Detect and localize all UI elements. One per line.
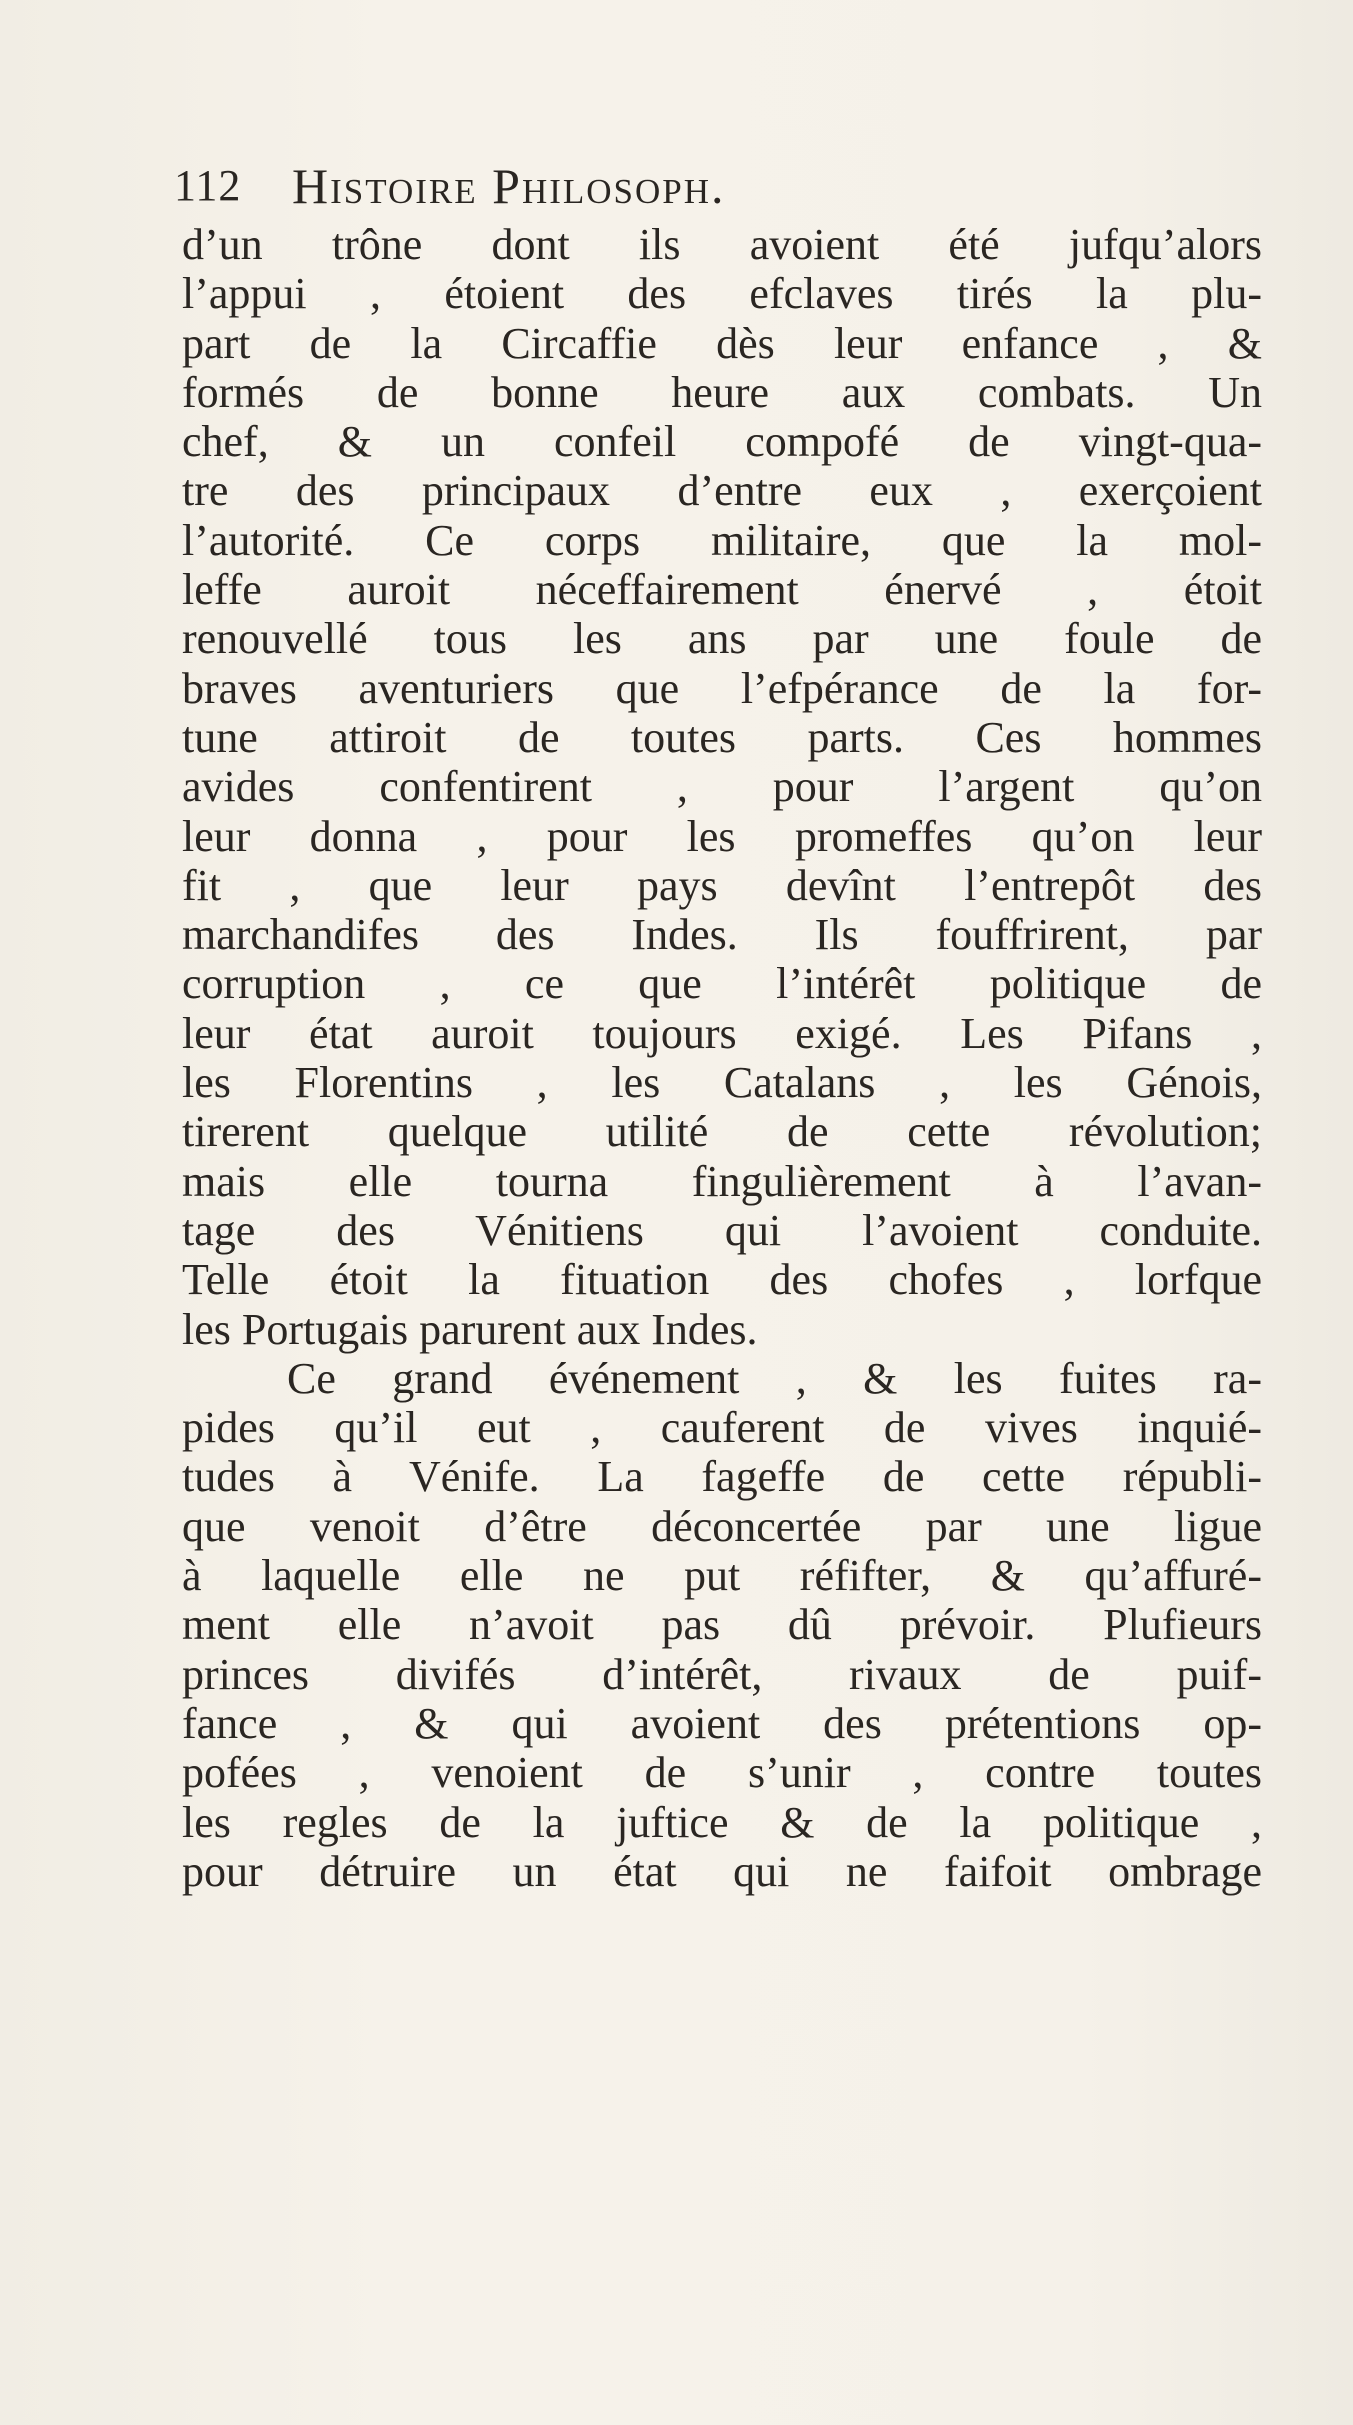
text-line: les regles de la juftice & de la politique , — [182, 1797, 1262, 1847]
text-line: Ce grand événement , & les fuites ra- — [287, 1353, 1262, 1403]
text-line: part de la Circaffie dès leur enfance , & — [182, 318, 1262, 368]
text-line: Telle étoit la fituation des chofes , lorfque — [182, 1255, 1262, 1305]
text-line: chef, & un confeil compofé de vingt-qua- — [182, 417, 1262, 467]
text-line: renouvellé tous les ans par une foule de — [182, 614, 1262, 664]
text-line: fit , que leur pays devînt l’entrepôt des — [182, 860, 1262, 910]
text-line: à laquelle elle ne put réfifter, & qu’affuré- — [182, 1551, 1262, 1601]
text-line: tudes à Vénife. La fageffe de cette républi- — [182, 1452, 1262, 1502]
text-line: princes divifés d’intérêt, rivaux de puif- — [182, 1649, 1262, 1699]
text-line: formés de bonne heure aux combats. Un — [182, 367, 1262, 417]
text-line: corruption , ce que l’intérêt politique de — [182, 959, 1262, 1009]
text-line: l’appui , étoient des efclaves tirés la plu- — [182, 269, 1262, 319]
text-line: d’un trône dont ils avoient été jufqu’alors — [182, 220, 1262, 269]
running-title: Histoire Philosoph. — [292, 158, 726, 214]
text-line: ment elle n’avoit pas dû prévoir. Plufieurs — [182, 1600, 1262, 1650]
text-line: tirerent quelque utilité de cette révolution; — [182, 1107, 1262, 1157]
text-line: l’autorité. Ce corps militaire, que la mol- — [182, 515, 1262, 565]
text-line: leffe auroit néceffairement énervé , étoit — [182, 565, 1262, 615]
text-line: leur donna , pour les promeffes qu’on leur — [182, 811, 1262, 861]
text-line: marchandifes des Indes. Ils fouffrirent, par — [182, 910, 1262, 960]
text-line: tre des principaux d’entre eux , exerçoient — [182, 466, 1262, 516]
text-line: braves aventuriers que l’efpérance de la for- — [182, 663, 1262, 713]
body-text — [182, 220, 1262, 1896]
text-line: tage des Vénitiens qui l’avoient conduite. — [182, 1205, 1262, 1255]
text-line: mais elle tourna fingulièrement à l’avan- — [182, 1156, 1262, 1206]
text-line: pour détruire un état qui ne faifoit ombrage — [182, 1846, 1262, 1896]
text-line: fance , & qui avoient des prétentions op- — [182, 1698, 1262, 1748]
text-line: avides confentirent , pour l’argent qu’on — [182, 762, 1262, 812]
page-number: 112 — [174, 161, 242, 210]
text-line: pofées , venoient de s’unir , contre toutes — [182, 1748, 1262, 1798]
text-line: tune attiroit de toutes parts. Ces hommes — [182, 712, 1262, 762]
text-line: pides qu’il eut , cauferent de vives inquié- — [182, 1403, 1262, 1453]
text-line: les Portugais parurent aux Indes. — [182, 1304, 758, 1354]
page-header — [174, 155, 1134, 217]
text-line: les Florentins , les Catalans , les Génois, — [182, 1058, 1262, 1108]
text-line: que venoit d’être déconcertée par une ligue — [182, 1501, 1262, 1551]
text-line: leur état auroit toujours exigé. Les Pifans , — [182, 1008, 1262, 1058]
